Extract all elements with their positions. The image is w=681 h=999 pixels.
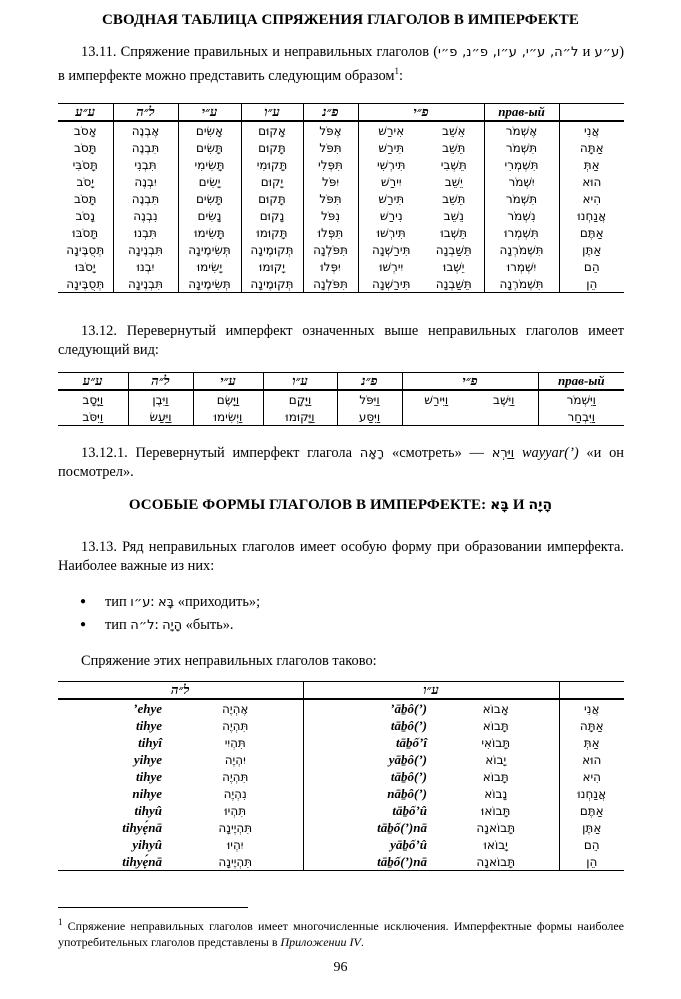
table-cell: תָּקוּמוּ [241, 224, 303, 241]
table-cell: תְּקוּמֶינָה [241, 275, 303, 293]
table-cell: הֵן [559, 275, 624, 293]
table-row [58, 190, 624, 207]
table-cell: נִשְׁמֹר [484, 207, 559, 224]
table-cell: אֶפֹּל [303, 121, 358, 139]
table-cell: תִּירְשׁוּ [358, 224, 424, 241]
table-cell: יִהְיוּ [227, 837, 244, 852]
table-cell: תִּפֹּלְנָה [303, 275, 358, 293]
table-cell: תִּהְיֶה [222, 718, 249, 733]
table-row [58, 156, 624, 173]
table-cell: הֵם [559, 258, 624, 275]
header-regular: прав-ый [484, 104, 559, 122]
table-cell: תִּירַשְׁנָה [358, 275, 424, 293]
paragraph-conjugation-intro: Спряжение этих неправильных глаголов таково: [81, 653, 377, 669]
table-cell: tihyû [134, 802, 162, 818]
table-cell: tāḇố(’)nā [303, 819, 433, 836]
table-cell: אֶבְנֶה [113, 121, 178, 139]
table-cell: תִּפְּלוּ [303, 224, 358, 241]
header-pronoun [559, 682, 624, 700]
table-cell: תָּקוּם [241, 139, 303, 156]
header-regular: прав-ый [538, 373, 624, 391]
table-cell: יִירְשׁוּ [358, 258, 424, 275]
table-cell: אַתֶּן [559, 819, 624, 836]
table-row [58, 241, 624, 258]
table-cell: תִּהְיֶה [222, 769, 249, 784]
table-cell: יָשִׂים [178, 173, 241, 190]
table-cell: תֵּשַׁבְנָה [424, 275, 484, 293]
table-row [58, 819, 624, 836]
table-cell: הִיא [559, 190, 624, 207]
table-cell: תִּבְנֶינָה [113, 275, 178, 293]
table-cell: תָּבוֹאִי [481, 735, 511, 750]
table-row [58, 224, 624, 241]
table-cell: תִּהְיֶינָה [168, 853, 303, 871]
table-cell: וַיִּירַשׁ [402, 390, 470, 408]
table-cell: tihye [136, 768, 162, 784]
table-row [58, 121, 624, 139]
table-cell [470, 408, 538, 426]
table-row [58, 734, 624, 751]
table-cell: יִהְיֶה [224, 752, 246, 767]
table-row [58, 408, 624, 426]
table-row [58, 207, 624, 224]
table-row [58, 785, 624, 802]
table-cell: וַיִּסַּע [337, 408, 402, 426]
table-cell: nihye [132, 785, 162, 801]
table-cell: תִּשְׁמְרִי [484, 156, 559, 173]
table-cell: תָּבוֹאנָה [476, 820, 516, 835]
table-cell: תִּהְיוּ [224, 803, 247, 818]
table-cell: תִּבְנֶה [113, 190, 178, 207]
transliteration: wayyar(’) [521, 445, 579, 461]
table-cell: יָשִׂימוּ [178, 258, 241, 275]
table-cell: יִירַשׁ [358, 173, 424, 190]
table-cell: וַיֵּשֶׁב [493, 392, 515, 407]
table-cell: אֲנַחְנוּ [559, 207, 624, 224]
table-cell: תְּשִׂימֶינָה [178, 275, 241, 293]
table-cell [402, 408, 470, 426]
table-cell: תִּבְנֶה [113, 139, 178, 156]
table-row [58, 717, 624, 734]
table-row [58, 853, 624, 871]
table-cell: תָּבוֹאנָה [433, 853, 559, 871]
table-cell: אֲנִי [559, 699, 624, 717]
table-cell: תִּשְׁמֹרְנָה [484, 241, 559, 258]
table-cell: yāḇố’û [303, 836, 433, 853]
table-cell: נִבְנֶה [113, 207, 178, 224]
table-cell: תָּקוּמִי [241, 156, 303, 173]
table-cell: וַיָּסָב [82, 392, 104, 407]
table-cell: יֵשֵׁב [444, 174, 463, 189]
header-pronoun [559, 104, 624, 122]
table-cell: אַתְּ [559, 156, 624, 173]
paragraph-13-12: 13.12. Перевернутый имперфект означенных выше неправильных глаголов имеет следующий вид: [58, 323, 624, 358]
table-cell: נָקוּם [241, 207, 303, 224]
table-cell: תָּבוֹא [482, 769, 509, 784]
table-cell: אָקוּם [241, 121, 303, 139]
table-cell: תִּפֹּל [303, 139, 358, 156]
table-cell: תִּפְּלִי [303, 156, 358, 173]
table-cell: תָּשִׂים [178, 190, 241, 207]
table-cell: תָּסֹב [73, 191, 97, 206]
table-cell: אָשִׂים [178, 121, 241, 139]
table-cell: הִיא [559, 768, 624, 785]
header-lamed-he: ל״ה [58, 682, 303, 700]
table-cell: תָּסֹבּוּ [72, 225, 99, 240]
page-number: 96 [333, 960, 348, 975]
table-cell: אָסֹב [73, 123, 97, 138]
table-cell: nāḇô(’) [303, 785, 433, 802]
table-row [58, 139, 624, 156]
table-cell: tāḇố(’)nā [303, 853, 433, 871]
table-cell: יִבְנוּ [113, 258, 178, 275]
table-cell: tāḇô(’) [303, 717, 433, 734]
table-cell: נֵשֵׁב [443, 208, 464, 223]
table-row [58, 802, 624, 819]
header-ayin-ayin: ע״ע [58, 373, 128, 391]
table-cell: tihyî [138, 734, 162, 750]
table-cell: יִשְׁמְרוּ [484, 258, 559, 275]
table-cell: אֵשֵׁב [442, 123, 466, 138]
table-cell: אֲנַחְנוּ [559, 785, 624, 802]
table-cell: תָּסֹבִּי [72, 157, 98, 172]
table-cell: אַתָּה [559, 139, 624, 156]
hebrew-verb-raah: רָאָה [359, 446, 385, 461]
table-cell: וַיִּבְחַר [538, 408, 624, 426]
table-row [58, 836, 624, 853]
table-cell: אַתֶּם [559, 802, 624, 819]
table-cell: tāḇố’î [303, 734, 433, 751]
table-cell: תִּשְׁמֹרְנָה [484, 275, 559, 293]
table-cell: tihyẹ́nā [122, 819, 162, 835]
table-cell: הֵן [559, 853, 624, 871]
footnote-mark: 1 [394, 66, 399, 76]
table-cell: וַיִּבֶן [128, 390, 193, 408]
table-cell: יָסֹבּוּ [74, 259, 96, 274]
table-cell: תְּקוּמֶינָה [241, 241, 303, 258]
table-cell: הוּא [559, 751, 624, 768]
table-cell: תָּקוּם [241, 190, 303, 207]
table-cell: תִּשְׁמֹר [484, 139, 559, 156]
table-cell: תֵּשְׁבוּ [440, 225, 468, 240]
header-pe-nun: פ״נ [303, 104, 358, 122]
table-cell: אַתָּה [559, 717, 624, 734]
table-row [58, 768, 624, 785]
table-cell: יֵשְׁבוּ [443, 259, 465, 274]
hebrew-wayyar: וַיַּרְא [491, 446, 515, 461]
hebrew-type-ayin-ayin: ע״ע [594, 45, 620, 60]
table-cell: ’āḇô(’) [303, 699, 433, 717]
table-cell: תֵּשֵׁב [442, 191, 466, 206]
table-cell: תִּפֹּל [303, 190, 358, 207]
table-cell: יָבוֹא [485, 752, 507, 767]
table-cell: tihye [136, 717, 162, 733]
table-cell: tihyẹ́nā [58, 853, 168, 871]
table-cell: וַיְשִׂימוּ [193, 408, 263, 426]
table-cell: הֵם [559, 836, 624, 853]
inverted-imperfect-table [58, 372, 624, 426]
table-cell: תֵּשְׁבִי [440, 157, 467, 172]
table-cell: תֵּשַׁבְנָה [435, 242, 472, 257]
table-cell: אִירַשׁ [358, 121, 424, 139]
section-heading: СВОДНАЯ ТАБЛИЦА СПРЯЖЕНИЯ ГЛАГОЛОВ В ИМПЕРФЕКТЕ [101, 12, 579, 28]
table-cell: תְּסֻבֶּינָה [58, 275, 113, 293]
table-cell: נִפֹּל [303, 207, 358, 224]
table-cell: תִּירַשׁ [358, 139, 424, 156]
table-cell: תָּבוֹא [482, 718, 509, 733]
table-cell: אֶהְיֶה [222, 701, 249, 716]
table-cell: תָּשִׂים [178, 139, 241, 156]
table-cell: אַתֶּם [559, 224, 624, 241]
table-cell: הוּא [559, 173, 624, 190]
table-cell: תְּשִׂימֶינָה [178, 241, 241, 258]
table-row [58, 275, 624, 293]
header-lamed-he: ל״ה [128, 373, 193, 391]
table-cell: וַיִּפֹּל [337, 390, 402, 408]
table-cell: yihye [133, 751, 162, 767]
table-cell: וַיָּקוּמוּ [263, 408, 337, 426]
table-cell: אֶשְׁמֹר [484, 121, 559, 139]
table-cell: נִירַשׁ [358, 207, 424, 224]
table-cell: יָקוּמוּ [241, 258, 303, 275]
table-row [58, 751, 624, 768]
table-cell: יָקוּם [241, 173, 303, 190]
table-row [58, 390, 624, 408]
table-cell: תָּבוֹאוּ [481, 803, 511, 818]
table-cell: אֲנִי [559, 121, 624, 139]
table-cell: תָּסֹב [73, 140, 97, 155]
table-cell: תִּירְשִׁי [358, 156, 424, 173]
table-cell: אַתֶּן [559, 241, 624, 258]
table-cell: yāḇô(’) [303, 751, 433, 768]
table-cell: תָּשִׂימוּ [178, 224, 241, 241]
table-cell: נָבוֹא [484, 786, 508, 801]
table-cell: יִפֹּל [303, 173, 358, 190]
table-cell: yihyû [132, 836, 162, 852]
paragraph-13-13: 13.13. Ряд неправильных глаголов имеет особую форму при образовании имперфекта. Наиболее важные из них: [58, 539, 624, 574]
header-lamed-he: ל״ה [113, 104, 178, 122]
table-cell: תִּבְנוּ [113, 224, 178, 241]
footnote: $^1$ Спряжение неправильных глаголов имеет многочисленные исключения. Имперфектные формы наиболее употребительных глаголов представлены в Приложении IV. [58, 917, 624, 949]
header-ayin-vav: ע״ו [303, 682, 559, 700]
table-cell: נָסֹב [75, 208, 96, 223]
table-cell: tāḇố’û [303, 802, 433, 819]
table-cell: תְּסֻבֶּינָה [66, 242, 105, 257]
list-item: ● тип ע״ו: בָּא «приходить»; [80, 591, 260, 614]
header-pe-nun: פ״נ [337, 373, 402, 391]
table-cell: וַיַּעַשׂ [128, 408, 193, 426]
table-cell: תִּירַשׁ [358, 190, 424, 207]
table-cell: אָבוֹא [482, 701, 509, 716]
table-cell: תִּירַשְׁנָה [358, 241, 424, 258]
table-cell: תִּהְיִי [224, 735, 246, 750]
table-row [58, 173, 624, 190]
table-cell: יִבְנֶה [113, 173, 178, 190]
table-cell: תִּשְׁמְרוּ [484, 224, 559, 241]
special-forms-table [58, 681, 624, 871]
table-cell: תִּבְנִי [113, 156, 178, 173]
table-cell: יָסֹב [76, 174, 94, 189]
header-ayin-yod: ע״י [178, 104, 241, 122]
table-cell: יִפְּלוּ [303, 258, 358, 275]
verb-type-list [80, 591, 260, 637]
imperfect-conjugation-table [58, 103, 624, 293]
header-ayin-ayin: ע״ע [58, 104, 113, 122]
table-cell: תִּהְיֶינָה [218, 820, 253, 835]
hebrew-verb-types: ל״ה, ע״י, ע״ו, פ״נ, פ״י [438, 45, 579, 60]
table-cell: תִּבְנֶינָה [113, 241, 178, 258]
table-cell: tāḇô(’) [303, 768, 433, 785]
table-row [58, 699, 624, 717]
header-ayin-vav: ע״ו [241, 104, 303, 122]
footnote-rule [58, 907, 248, 908]
table-cell: וַיָּקָם [263, 390, 337, 408]
table-cell: וַיִּסֹּב [58, 408, 128, 426]
table-cell: יָבוֹאוּ [483, 837, 508, 852]
table-cell: יִשְׁמֹר [484, 173, 559, 190]
table-cell: וַיִּשְׁמֹר [538, 390, 624, 408]
table-cell: ’ehye [133, 700, 162, 716]
section-heading-special-forms: ОСОБЫЕ ФОРМЫ ГЛАГОЛОВ В ИМПЕРФЕКТЕ: בָּא И הָיָה [128, 497, 553, 513]
list-item: ● тип ל״ה: הָיָה «быть». [80, 614, 260, 637]
header-ayin-yod: ע״י [193, 373, 263, 391]
table-cell: אַתְּ [559, 734, 624, 751]
table-cell: תִּפֹּלְנָה [303, 241, 358, 258]
table-cell: נִהְיֶה [223, 786, 247, 801]
table-row [58, 258, 624, 275]
header-pe-yod: פ״י [358, 104, 484, 122]
table-cell: וַיָּשֶׂם [193, 390, 263, 408]
header-pe-yod: פ״י [402, 373, 538, 391]
header-ayin-vav: ע״ו [263, 373, 337, 391]
table-cell: נָשִׂים [178, 207, 241, 224]
table-cell: תִּשְׁמֹר [484, 190, 559, 207]
table-cell: תָּשִׂימִי [178, 156, 241, 173]
paragraph-13-12-1: 13.12.1. Перевернутый имперфект глагола רָאָה «смотреть» — וַיַּרְא wayyar(’) «и он посмотрел». [58, 445, 624, 480]
paragraph-13-11: 13.11. Спряжение правильных и неправильных глаголов (ל״ה, ע״י, ע״ו, פ״נ, פ״י и ע״ע) в имперфекте можно представить следующим образом$^1$: [58, 44, 624, 84]
table-cell: תֵּשֵׁב [442, 140, 466, 155]
